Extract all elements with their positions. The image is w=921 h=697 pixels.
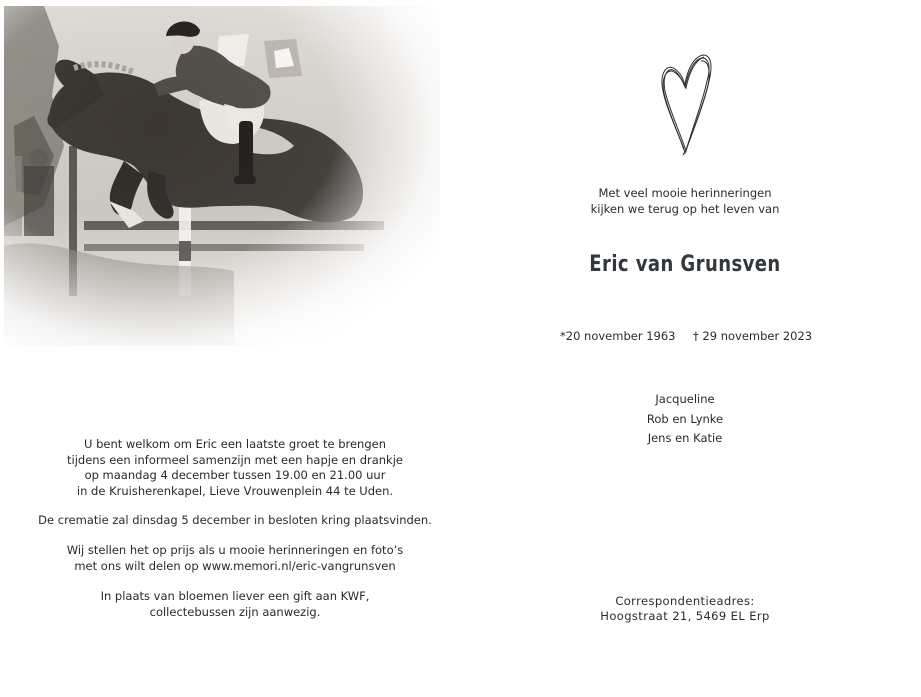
invitation-line-2: tijdens een informeel samenzijn met een hapje en drankje: [67, 452, 403, 467]
invitation-line-3: op maandag 4 december tussen 19.00 en 21.00 uur: [84, 468, 386, 482]
intro-line-1: Met veel mooie herinneringen: [598, 186, 772, 200]
heart-icon: [655, 51, 715, 157]
birth-date: *20 november 1963: [560, 329, 676, 343]
correspondence-street: Hoogstraat 21, 5469 EL Erp: [600, 609, 770, 623]
relative-1: Jacqueline: [655, 392, 715, 406]
invitation-line-4: in de Kruisherenkapel, Lieve Vrouwenplein 44 te Uden.: [76, 483, 394, 498]
viewing-invitation: [20, 437, 450, 499]
death-date: † 29 november 2023: [693, 329, 813, 343]
deceased-name: Eric van Grunsven: [589, 252, 781, 277]
cremation-line: De crematie zal dinsdag 5 december in besloten kring plaatsvinden.: [38, 513, 432, 527]
donation-line-1: In plaats van bloemen liever een gift aan KWF,: [100, 589, 370, 603]
relative-3: Jens en Katie: [647, 431, 723, 445]
memories-line-1: Wij stellen het op prijs als u mooie herinneringen en foto’s: [66, 543, 404, 557]
relatives-list: [610, 390, 760, 449]
relative-2: Rob en Lynke: [646, 411, 724, 426]
correspondence-label: Correspondentieadres:: [615, 594, 755, 608]
donation-notice: [20, 589, 450, 620]
intro-text: [560, 185, 810, 217]
horse-jumping-photo: [4, 6, 440, 346]
memories-notice: [20, 543, 450, 574]
intro-line-2: kijken we terug op het leven van: [590, 202, 780, 216]
correspondence-address: [585, 594, 785, 624]
cremation-notice: [20, 513, 450, 529]
memories-line-2: met ons wilt delen op www.memori.nl/eric-vangrunsven: [74, 558, 396, 573]
invitation-line-1: U bent welkom om Eric een laatste groet te brengen: [84, 437, 386, 451]
donation-line-2: collectebussen zijn aanwezig.: [149, 604, 321, 619]
